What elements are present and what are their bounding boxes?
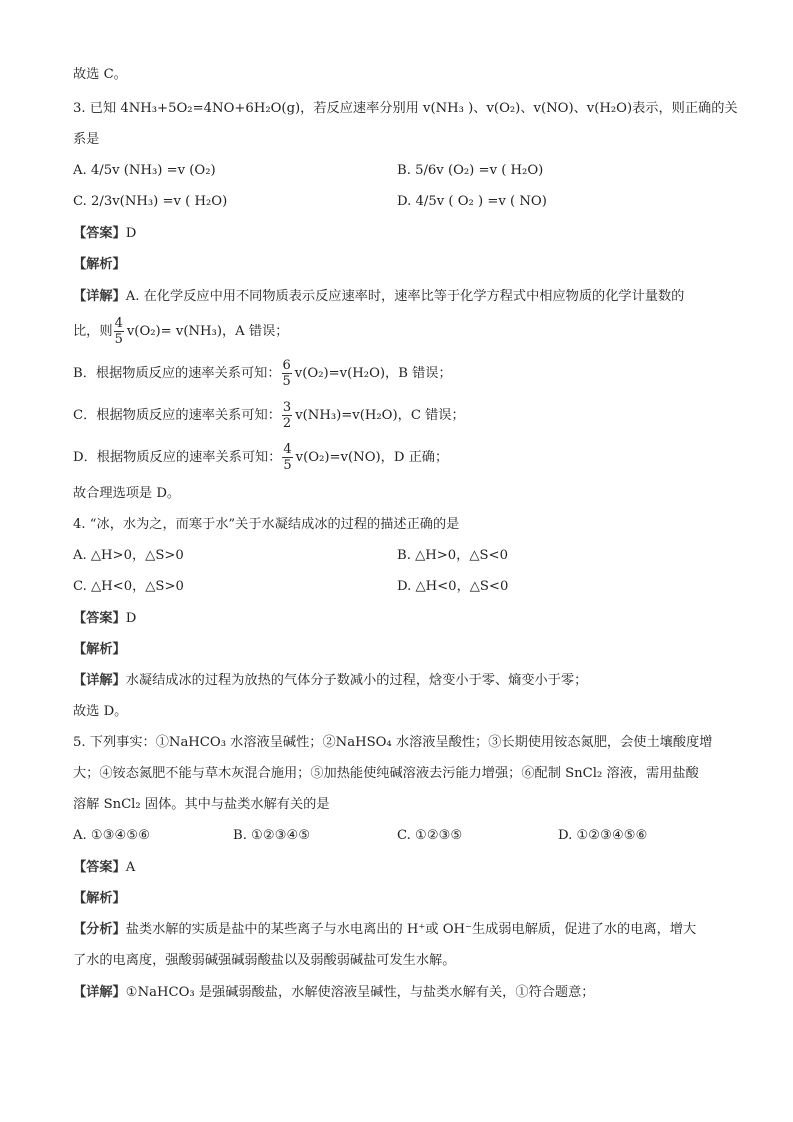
option-b: B. △H>0，△S<0: [397, 548, 508, 563]
question-5-stem-cont: 大；④铵态氮肥不能与草木灰混合施用；⑤加热能使纯碱溶液去污能力增强；⑥配制 SnCl₂ 溶液，需用盐酸: [73, 766, 699, 781]
conclusion-line: 故选 D。: [73, 704, 128, 719]
fraction-denominator: 2: [282, 416, 292, 431]
detail-text: A. 在化学反应中用不同物质表示反应速率时，速率比等于化学方程式中相应物质的化学计量数的: [125, 289, 685, 304]
answer-tag: 【答案】: [73, 226, 126, 241]
fraction-numerator: 3: [282, 400, 292, 415]
analysis-tag: 【解析】: [73, 642, 126, 657]
question-5-stem-cont: 溶解 SnCl₂ 固体。其中与盐类水解有关的是: [73, 797, 330, 812]
fraction-numerator: 6: [282, 358, 291, 373]
analysis-heading: [73, 890, 753, 908]
option-c: C. △H<0，△S>0: [73, 579, 184, 594]
option-a: A. ①③④⑤⑥: [73, 828, 151, 843]
option-d: D. △H<0，△S<0: [397, 579, 509, 594]
detail-text: B．根据物质反应的速率关系可知：: [73, 366, 281, 381]
answer-tag: 【答案】: [73, 860, 126, 875]
detail-text: 水凝结成冰的过程为放热的气体分子数减小的过程，焓变小于零、熵变小于零；: [125, 673, 588, 688]
detail-line-c: [73, 358, 753, 390]
analysis-line-a: [73, 921, 753, 939]
question-3-stem-cont: 系是: [73, 132, 100, 147]
fraction: [114, 316, 124, 347]
detail-line-a: [73, 288, 753, 306]
text-line: 故选 C。: [73, 67, 127, 82]
answer-line: [73, 225, 753, 243]
detail-text: D．根据物质反应的速率关系可知：: [73, 450, 282, 465]
option-a: A. 4/5v (NH₃) =v (O₂): [73, 163, 216, 178]
detail-line: [73, 984, 753, 1002]
option-a: A. △H>0，△S>0: [73, 548, 184, 563]
detail-tag: 【详解】: [73, 289, 126, 304]
answer-value: A: [125, 860, 136, 875]
analysis-tag: 【解析】: [73, 257, 126, 272]
answer-line: [73, 610, 753, 628]
detail-text: v(O₂)=v(H₂O)，B 错误；: [294, 366, 452, 381]
detail-line-e: [73, 442, 753, 474]
detail-tag: 【详解】: [73, 985, 126, 1000]
answer-value: D: [125, 226, 137, 241]
fraction: [282, 358, 292, 389]
option-c: C. 2/3v(NH₃) =v ( H₂O): [73, 194, 228, 209]
option-d: D. ①②③④⑤⑥: [558, 828, 648, 843]
fraction: [282, 400, 292, 431]
fraction-denominator: 5: [282, 374, 291, 389]
question-5-stem: 5. 下列事实：①NaHCO₃ 水溶液呈碱性；②NaHSO₄ 水溶液呈酸性；③长期使用铵态氮肥，会使土壤酸度增: [73, 735, 713, 750]
option-b: B. ①②③④⑤: [233, 828, 311, 843]
option-c: C. ①②③⑤: [397, 828, 463, 843]
fraction-numerator: 4: [283, 442, 292, 457]
fraction: [282, 442, 292, 473]
option-b: B. 5/6v (O₂) =v ( H₂O): [397, 163, 544, 178]
question-4-stem: 4. “冰，水为之，而寒于水”关于水凝结成冰的过程的描述正确的是: [73, 517, 460, 532]
answer-value: D: [125, 611, 137, 626]
detail-line: [73, 672, 753, 690]
detail-text: 比，则: [73, 324, 113, 339]
option-d: D. 4/5v ( O₂ ) =v ( NO): [397, 194, 547, 209]
question-3-stem: 3. 已知 4NH₃+5O₂=4NO+6H₂O(g)，若反应速率分别用 v(NH₃ )、v(O₂)、v(NO)、v(H₂O)表示，则正确的关: [73, 101, 738, 116]
fraction-denominator: 5: [283, 458, 292, 473]
detail-text: v(O₂)= v(NH₃)，A 错误；: [126, 324, 289, 339]
fraction-numerator: 4: [114, 316, 123, 331]
detail-text: v(NH₃)=v(H₂O)，C 错误；: [295, 408, 465, 423]
analysis-text: 盐类水解的实质是盐中的某些离子与水电离出的 H⁺或 OH⁻生成弱电解质，促进了水的电离，增大: [125, 922, 697, 937]
detail-line-b: [73, 316, 753, 348]
conclusion-line: 故合理选项是 D。: [73, 486, 181, 501]
detail-text: C．根据物质反应的速率关系可知：: [73, 408, 281, 423]
detail-line-d: [73, 400, 753, 432]
answer-tag: 【答案】: [73, 611, 126, 626]
analysis-heading: [73, 641, 753, 659]
analysis-sub-tag: 【分析】: [73, 922, 126, 937]
answer-line: [73, 859, 753, 877]
detail-text: ①NaHCO₃ 是强碱弱酸盐，水解使溶液呈碱性，与盐类水解有关，①符合题意；: [125, 985, 595, 1000]
detail-tag: 【详解】: [73, 673, 126, 688]
fraction-denominator: 5: [114, 332, 123, 347]
analysis-tag: 【解析】: [73, 891, 126, 906]
detail-text: v(O₂)=v(NO)，D 正确；: [295, 450, 449, 465]
analysis-heading: [73, 256, 753, 274]
analysis-line-b: 了水的电离度，强酸弱碱强碱弱酸盐以及弱酸弱碱盐可发生水解。: [73, 953, 456, 968]
